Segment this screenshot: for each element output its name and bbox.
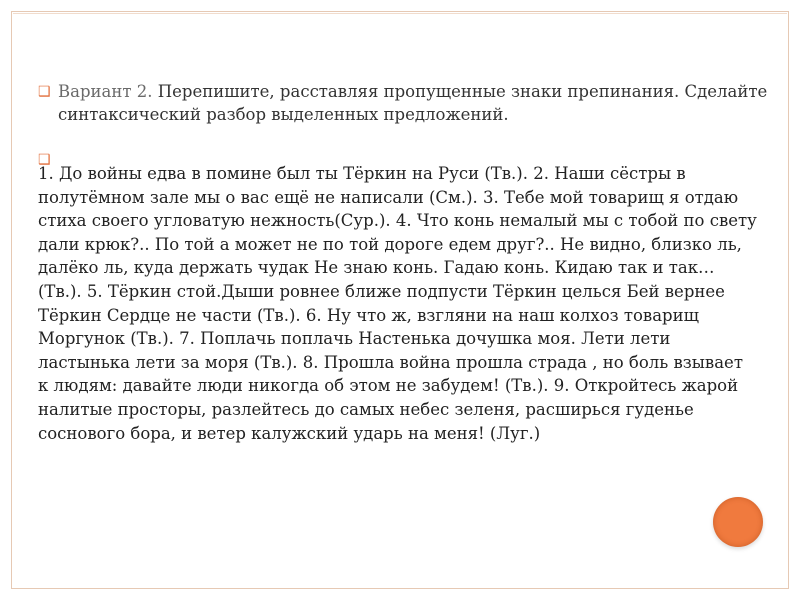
bullet-item-empty <box>38 148 768 168</box>
bullet-icon: ❑ <box>38 84 51 100</box>
bullet-item-instruction <box>38 80 768 126</box>
variant-label: Вариант 2. <box>58 82 153 101</box>
slide-content <box>38 80 768 445</box>
frame-top-bar <box>13 13 787 14</box>
bullet-icon: ❑ <box>38 152 51 168</box>
instruction-text: Перепишите, расставляя пропущенные знаки препинания. Сделайте синтаксический разбор выделенных предложений. <box>58 82 768 124</box>
decorative-circle <box>713 497 763 547</box>
exercise-paragraph: 1. До войны едва в помине был ты Тёркин на Руси (Тв.). 2. Наши сёстры в полутёмном зале мы о вас ещё не написали (См.). 3. Тебе мой товарищ я отдаю стиха своего угловатую нежность(Сур.). 4. Что конь немалый мы с тобой по свету дали крюк?.. По той а может не по той дороге едем друг?.. Не видно, близко ль, далёко ль, куда держать чудак Не знаю конь. Гадаю конь. Кидаю так и так… (Тв.). 5. Тёркин стой.Дыши ровнее ближе подпусти Тёркин целься Бей вернее Тёркин Сердце не части (Тв.). 6. Ну что ж, взгляни на наш колхоз товарищ Моргунок (Тв.). 7. Поплачь поплачь Настенька дочушка моя. Лети лети ластынька лети за моря (Тв.). 8. Прошла война прошла страда , но боль взывает к людям: давайте люди никогда об этом не забудем! (Тв.). 9. Откройтесь жарой налитые просторы, разлейтесь до самых небес зеленя, расширься гуденье соснового бора, и ветер калужский ударь на меня! (Луг.) <box>38 164 757 443</box>
